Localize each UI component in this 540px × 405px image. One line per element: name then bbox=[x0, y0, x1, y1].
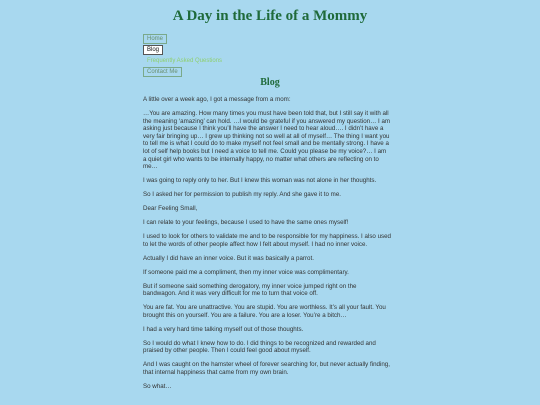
main-nav bbox=[143, 34, 253, 78]
post-paragraph: So I asked her for permission to publish my reply. And she gave it to me. bbox=[143, 191, 341, 199]
nav-blog-button[interactable]: Blog bbox=[143, 45, 163, 55]
post-paragraph: But if someone said something derogatory, my inner voice jumped right on the bandwagon. And it was very difficult for me to turn that voice off. bbox=[143, 282, 357, 298]
blog-post-body bbox=[143, 96, 391, 397]
post-paragraph: Actually I did have an inner voice. But it was basically a parrot. bbox=[143, 254, 314, 262]
post-paragraph: If someone paid me a compliment, then my inner voice was complimentary. bbox=[143, 268, 349, 276]
post-paragraph: Dear Feeling Small, bbox=[143, 205, 198, 213]
post-paragraph: So I would do what I knew how to do. I did things to be recognized and rewarded and praised by other people. Then I could feel good about myself. bbox=[143, 339, 376, 355]
site-title: A Day in the Life of a Mommy bbox=[172, 8, 368, 24]
nav-faq-button[interactable]: Frequently Asked Questions bbox=[143, 56, 226, 66]
post-paragraph: You are fat. You are unattractive. You are stupid. You are worthless. It’s all your fault. You brought this on yourself. You are a failure. You are a loser. You’re a bitch… bbox=[143, 304, 386, 319]
post-paragraph: So what… bbox=[143, 382, 172, 390]
post-paragraph: And I was caught on the hamster wheel of forever searching for, but never actually finding, that internal happiness that came from my own brain. bbox=[143, 361, 390, 376]
post-paragraph: I used to look for others to validate me and to be responsible for my happiness. I also used to let the words of other people affect how I felt about myself. I had no inner voice. bbox=[143, 233, 391, 248]
post-paragraph: I can relate to your feelings, because I used to have the same ones myself! bbox=[143, 219, 349, 227]
nav-contact-button[interactable]: Contact Me bbox=[143, 67, 182, 77]
page-title: Blog bbox=[260, 77, 280, 88]
post-paragraph: A little over a week ago, I got a message from a mom: bbox=[143, 96, 291, 103]
nav-home-button[interactable]: Home bbox=[143, 34, 167, 44]
post-paragraph: I was going to reply only to her. But I knew this woman was not alone in her thoughts. bbox=[143, 177, 377, 185]
post-paragraph: I had a very hard time talking myself out of those thoughts. bbox=[143, 325, 304, 333]
post-paragraph: …You are amazing. How many times you must have been told that, but I still say it with all the meaning ‘amazing’ can hold. …I would be grateful if you answered my question… I am asking just because I think you’ll have the answer I need to hear aloud…. I didn’t have a very fair bringing up… I grew up thinking not so well at all of myself… The thing I want you to tell me is what I could do to make myself not feel small and be mentally strong. I have a lot of self help books but I need a voice to tell me. Could you please be my voice?… I am a quiet girl who wants to be internally happy, no matter what others are reflecting on to me… bbox=[143, 109, 391, 171]
